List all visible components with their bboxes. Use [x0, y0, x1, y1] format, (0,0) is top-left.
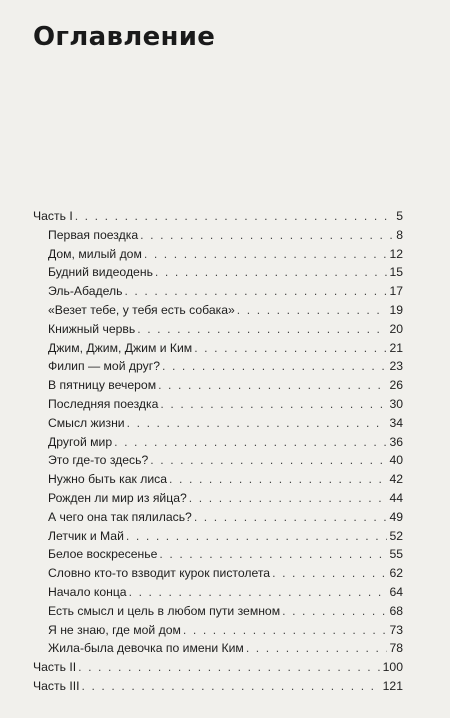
- toc-entry: [48, 583, 403, 601]
- toc-entry-title: Часть I: [33, 209, 73, 223]
- toc-leader-dots: [162, 357, 387, 375]
- toc-entry: [33, 677, 403, 695]
- toc-entry: [48, 470, 403, 488]
- toc-entry-page-number: 5: [396, 209, 403, 223]
- toc-entry-page-number: 30: [389, 397, 403, 411]
- toc-entry: [48, 414, 403, 432]
- toc-entry-page-number: 23: [389, 359, 403, 374]
- toc-entry-title: Нужно быть как лиса: [48, 472, 168, 487]
- toc-entry-page-number: 42: [389, 472, 403, 487]
- toc-entry-title: Белое воскресенье: [48, 547, 158, 562]
- toc-leader-dots: [237, 301, 388, 319]
- page-title: Оглавление: [33, 22, 216, 52]
- toc-entry-title: Первая поездка: [48, 227, 139, 242]
- toc-leader-dots: [124, 282, 387, 300]
- toc-leader-dots: [194, 339, 387, 357]
- toc-leader-dots: [189, 489, 388, 507]
- toc-entry-title: Эль-Абадель: [48, 284, 123, 299]
- toc-leader-dots: [75, 207, 395, 225]
- toc-entry-title: Часть II: [33, 660, 77, 675]
- toc-leader-dots: [126, 527, 388, 545]
- toc-entry-page-number: 26: [389, 378, 403, 393]
- toc-entry-page-number: 78: [389, 641, 403, 656]
- toc-leader-dots: [127, 414, 388, 432]
- toc-entry: [48, 527, 403, 545]
- toc-entry-page-number: 62: [389, 566, 403, 581]
- toc-leader-dots: [183, 621, 388, 639]
- toc-entry-page-number: 64: [389, 585, 403, 599]
- toc-entry: [48, 545, 403, 563]
- toc-leader-dots: [129, 583, 388, 601]
- toc-leader-dots: [272, 564, 387, 582]
- toc-entry: [48, 263, 403, 281]
- toc-entry: [48, 320, 403, 338]
- toc-entry-title: А чего она так пялилась?: [48, 509, 192, 524]
- toc-entry-page-number: 100: [382, 660, 403, 675]
- toc-entry: [48, 433, 403, 451]
- toc-entry-title: Есть смысл и цель в любом пути земном: [48, 603, 281, 618]
- toc-entry-page-number: 36: [389, 434, 403, 449]
- toc-entry-page-number: 34: [389, 415, 403, 430]
- toc-entry-title: Книжный червь: [48, 321, 136, 336]
- toc-leader-dots: [137, 320, 387, 338]
- toc-entry-title: Жила-была девочка по имени Ким: [48, 641, 244, 656]
- toc-entry: [48, 395, 403, 413]
- toc-entry: [48, 357, 403, 375]
- toc-leader-dots: [194, 508, 388, 526]
- toc-entry: [48, 602, 403, 620]
- toc-entry-title: Другой мир: [48, 434, 113, 449]
- toc-entry-page-number: 121: [382, 679, 403, 693]
- toc-leader-dots: [160, 395, 387, 413]
- toc-entry-title: Будний видеодень: [48, 265, 153, 280]
- toc-entry: [48, 282, 403, 300]
- toc-entry: [48, 564, 403, 582]
- toc-entry-page-number: 68: [389, 603, 403, 618]
- toc-entry-title: «Везет тебе, у тебя есть собака»: [48, 303, 235, 317]
- toc-entry-title: Джим, Джим, Джим и Ким: [48, 340, 193, 355]
- toc-entry: [48, 489, 403, 507]
- toc-entry-page-number: 12: [389, 246, 403, 261]
- toc-entry-page-number: 49: [389, 509, 403, 524]
- toc-leader-dots: [150, 451, 387, 469]
- toc-entry-page-number: 52: [389, 528, 403, 543]
- toc-entry-page-number: 44: [389, 491, 403, 505]
- toc-leader-dots: [144, 245, 388, 263]
- toc-entry-page-number: 20: [389, 321, 403, 336]
- toc-leader-dots: [158, 376, 387, 394]
- toc-leader-dots: [169, 470, 387, 488]
- toc-leader-dots: [140, 226, 394, 244]
- toc-entry: [33, 207, 403, 225]
- toc-leader-dots: [282, 602, 387, 620]
- toc-entry-page-number: 17: [389, 284, 403, 299]
- toc-entry: [48, 451, 403, 469]
- toc-entry-title: Рожден ли мир из яйца?: [48, 491, 187, 505]
- toc-entry: [48, 226, 403, 244]
- toc-entry: [48, 245, 403, 263]
- toc-entry: [48, 639, 403, 657]
- toc-entry-title: Словно кто-то взводит курок пистолета: [48, 566, 271, 581]
- toc-entry: [48, 621, 403, 639]
- toc-leader-dots: [246, 639, 388, 657]
- toc-leader-dots: [78, 658, 381, 676]
- toc-entry-title: В пятницу вечером: [48, 378, 157, 393]
- toc-leader-dots: [114, 433, 387, 451]
- toc-entry-title: Смысл жизни: [48, 415, 125, 430]
- toc-entry: [48, 376, 403, 394]
- toc-entry-page-number: 8: [396, 227, 403, 242]
- toc-entry-page-number: 55: [389, 547, 403, 562]
- toc-leader-dots: [155, 263, 388, 281]
- toc-entry-page-number: 15: [389, 265, 403, 280]
- toc-entry-title: Я не знаю, где мой дом: [48, 622, 181, 637]
- toc-entry: [33, 658, 403, 676]
- toc-entry-title: Летчик и Май: [48, 528, 124, 543]
- toc-entry-page-number: 21: [389, 340, 403, 355]
- toc-entry-page-number: 19: [389, 303, 403, 317]
- toc-leader-dots: [159, 545, 387, 563]
- toc-leader-dots: [81, 677, 380, 695]
- toc-entry-title: Дом, милый дом: [48, 246, 142, 261]
- toc-entry-title: Филип — мой друг?: [48, 359, 160, 374]
- toc-entry-title: Это где-то здесь?: [48, 453, 149, 468]
- toc-entry-title: Часть III: [33, 679, 80, 693]
- toc-entry-title: Начало конца: [48, 585, 127, 599]
- toc-entry: [48, 301, 403, 319]
- toc-entry-page-number: 73: [389, 622, 403, 637]
- toc-entry-page-number: 40: [389, 453, 403, 468]
- toc-entry: [48, 339, 403, 357]
- toc-entry: [48, 508, 403, 526]
- toc-entry-title: Последняя поездка: [48, 397, 159, 411]
